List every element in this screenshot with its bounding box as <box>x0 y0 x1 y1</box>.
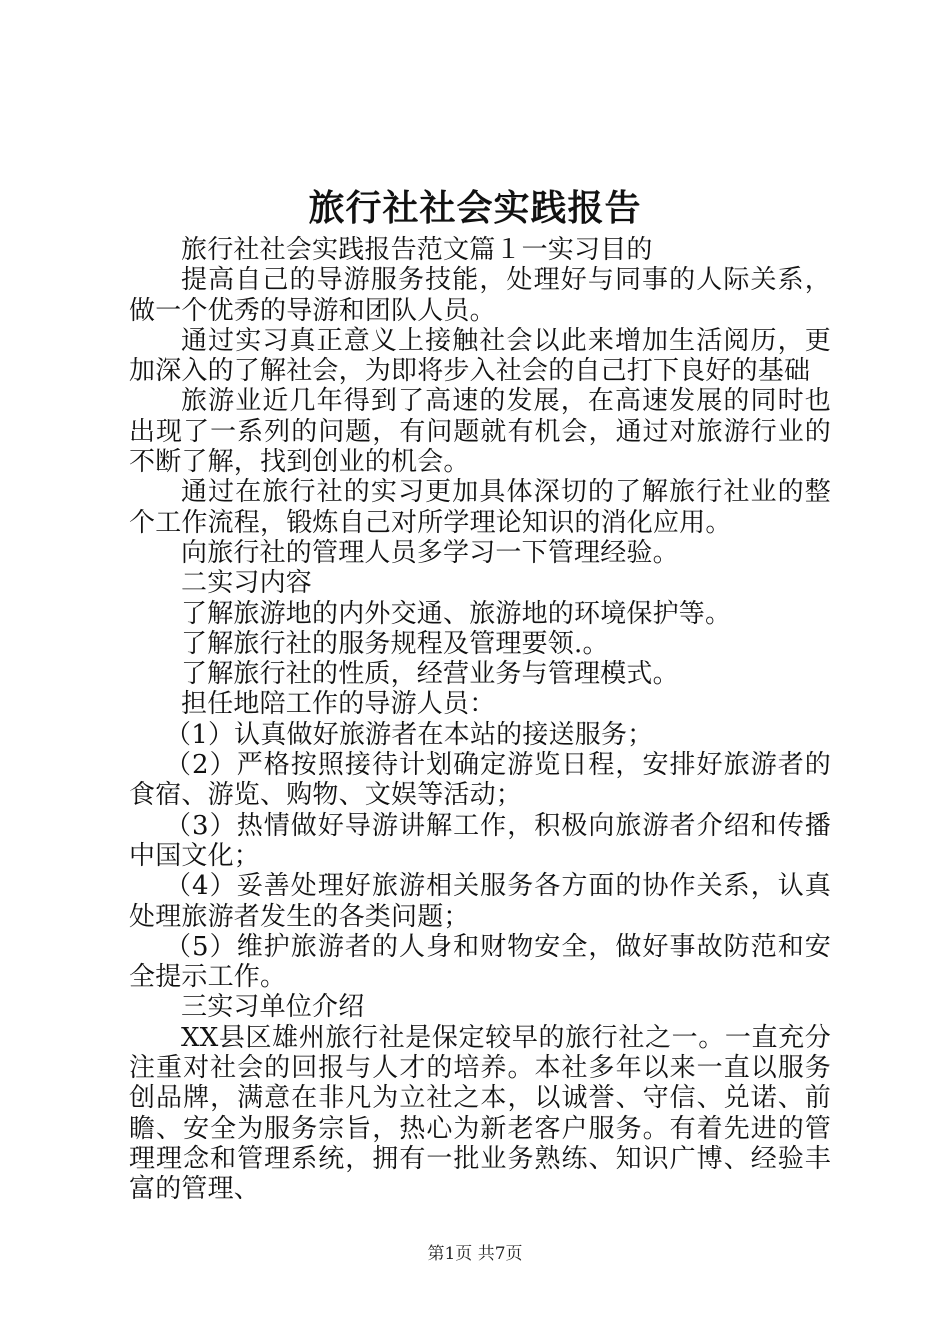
list-item: （4）妥善处理好旅游相关服务各方面的协作关系，认真处理旅游者发生的各类问题； <box>129 871 831 932</box>
paragraph: 通过在旅行社的实习更加具体深切的了解旅行社业的整个工作流程，锻炼自己对所学理论知识的消化应用。 <box>129 477 831 538</box>
paragraph: 提高自己的导游服务技能，处理好与同事的人际关系，做一个优秀的导游和团队人员。 <box>129 265 831 326</box>
paragraph: 了解旅游地的内外交通、旅游地的环境保护等。 <box>181 598 732 629</box>
paragraph: 通过实习真正意义上接触社会以此来增加生活阅历，更加深入的了解社会，为即将步入社会的自己打下良好的基础 <box>129 325 831 387</box>
paragraph: 了解旅行社的性质，经营业务与管理模式。 <box>181 659 679 690</box>
paragraph: 旅游业近几年得到了高速的发展，在高速发展的同时也出现了一系列的问题，有问题就有机会，通过对旅游行业的不断了解，找到创业的机会。 <box>129 386 831 478</box>
paragraph: 了解旅行社的服务规程及管理要领.。 <box>181 628 609 659</box>
paragraph: 担任地陪工作的导游人员： <box>181 689 496 720</box>
list-item: （2）严格按照接待计划确定游览日程，安排好旅游者的食宿、游览、购物、文娱等活动； <box>129 750 831 811</box>
document-title: 旅行社社会实践报告 <box>308 187 642 229</box>
section-heading: 二实习内容 <box>181 568 313 599</box>
list-item: （1）认真做好旅游者在本站的接送服务； <box>165 719 654 750</box>
document-body <box>129 235 831 1205</box>
list-item: （5）维护旅游者的人身和财物安全，做好事故防范和安全提示工作。 <box>129 931 831 993</box>
paragraph: 向旅行社的管理人员多学习一下管理经验。 <box>181 537 679 568</box>
page-number-footer: 第1页 共7页 <box>427 1244 523 1264</box>
paragraph: XX县区雄州旅行社是保定较早的旅行社之一。一直充分注重对社会的回报与人才的培养。本社多年以来一直以服务创品牌，满意在非凡为立社之本，以诚誉、守信、兑诺、前瞻、安全为服务宗旨，热心为新老客户服务。有着先进的管理理念和管理系统，拥有一批业务熟练、知识广博、经验丰富的管理、 <box>129 1022 831 1205</box>
section-heading: 三实习单位介绍 <box>181 992 365 1023</box>
paragraph: 旅行社社会实践报告范文篇１一实习目的 <box>181 235 653 265</box>
list-item: （3）热情做好导游讲解工作，积极向旅游者介绍和传播中国文化； <box>129 810 831 871</box>
